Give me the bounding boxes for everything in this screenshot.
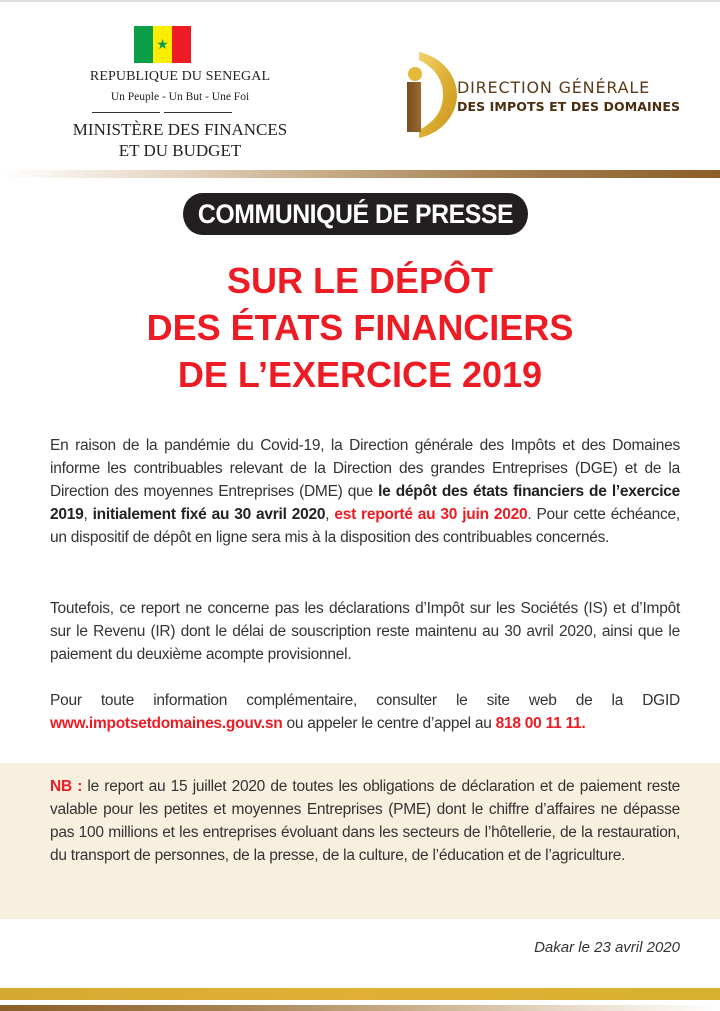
divider — [92, 112, 160, 113]
dgid-logo-icon — [405, 50, 457, 140]
footer-gradient-band — [0, 1005, 720, 1011]
divider — [164, 112, 232, 113]
footer-gold-band — [0, 988, 720, 1000]
star-icon: ★ — [156, 36, 169, 52]
ministry-name-line2: ET DU BUDGET — [118, 141, 242, 160]
bold-subject: le dépôt des états financiers de l’exercice 2019 — [50, 483, 680, 523]
call-center-phone[interactable]: 818 00 11 11. — [495, 715, 586, 732]
header-divider-band — [3, 170, 720, 178]
paragraph-contact: Pour toute information complémentaire, consulter le site web de la DGID www.impotsetdomaines.gouv.sn ou appeler le centre d’appel au 818 00 11 11. — [50, 692, 680, 732]
paragraph-exceptions: Toutefois, ce report ne concerne pas les déclarations d’Impôt sur les Sociétés (IS) et d’Impôt sur le Revenu (IR) dont le délai de souscription reste maintenu au 30 avril 2020, ainsi que le paiement du deuxième acompte provisionnel. — [50, 600, 680, 663]
new-deadline: est reporté au 30 juin 2020 — [334, 506, 528, 523]
headline-line3: DE L’EXERCICE 2019 — [177, 354, 543, 395]
website-link[interactable]: www.impotsetdomaines.gouv.sn — [50, 715, 283, 732]
country-name: REPUBLIQUE DU SENEGAL — [89, 69, 271, 84]
press-release-badge: COMMUNIQUÉ DE PRESSE — [183, 193, 528, 235]
nb-note: NB : le report au 15 juillet 2020 de toutes les obligations de déclaration et de paiement reste valable pour les petites et moyennes Entreprises (PME) dont le chiffre d’affaires ne dépasse pas 100 millions et les entreprises évoluant dans les secteurs de l’hôtellerie, de la restauration, du transport de personnes, de la presse, de la culture, de l’éducation et de l’agriculture. — [50, 778, 680, 864]
nb-label: NB : — [50, 778, 83, 795]
top-border — [0, 0, 720, 2]
paragraph-announcement: En raison de la pandémie du Covid-19, la Direction générale des Impôts et des Domaines informe les contribuables relevant de la Direction des grandes Entreprises (DGE) et de la Direction des moyennes Entreprises (DME) que le dépôt des états financiers de l’exercice 2019, initialement fixé au 30 avril 2020, est reporté au 30 juin 2020. Pour cette échéance, un dispositif de dépôt en ligne sera mis à la disposition des contribuables concernés. — [50, 437, 680, 546]
dgid-title-line2: DES IMPOTS ET DES DOMAINES — [457, 99, 681, 114]
national-motto: Un Peuple - Un But - Une Foi — [110, 91, 250, 103]
bold-original-date: initialement fixé au 30 avril 2020 — [92, 506, 326, 523]
senegal-flag-icon — [134, 26, 191, 63]
headline-line2: DES ÉTATS FINANCIERS — [146, 307, 574, 348]
headline-line1: SUR LE DÉPÔT — [226, 260, 494, 301]
dgid-title-line1: DIRECTION GÉNÉRALE — [457, 78, 651, 97]
ministry-name-line1: MINISTÈRE DES FINANCES — [72, 120, 288, 139]
date-place: Dakar le 23 avril 2020 — [534, 939, 680, 956]
